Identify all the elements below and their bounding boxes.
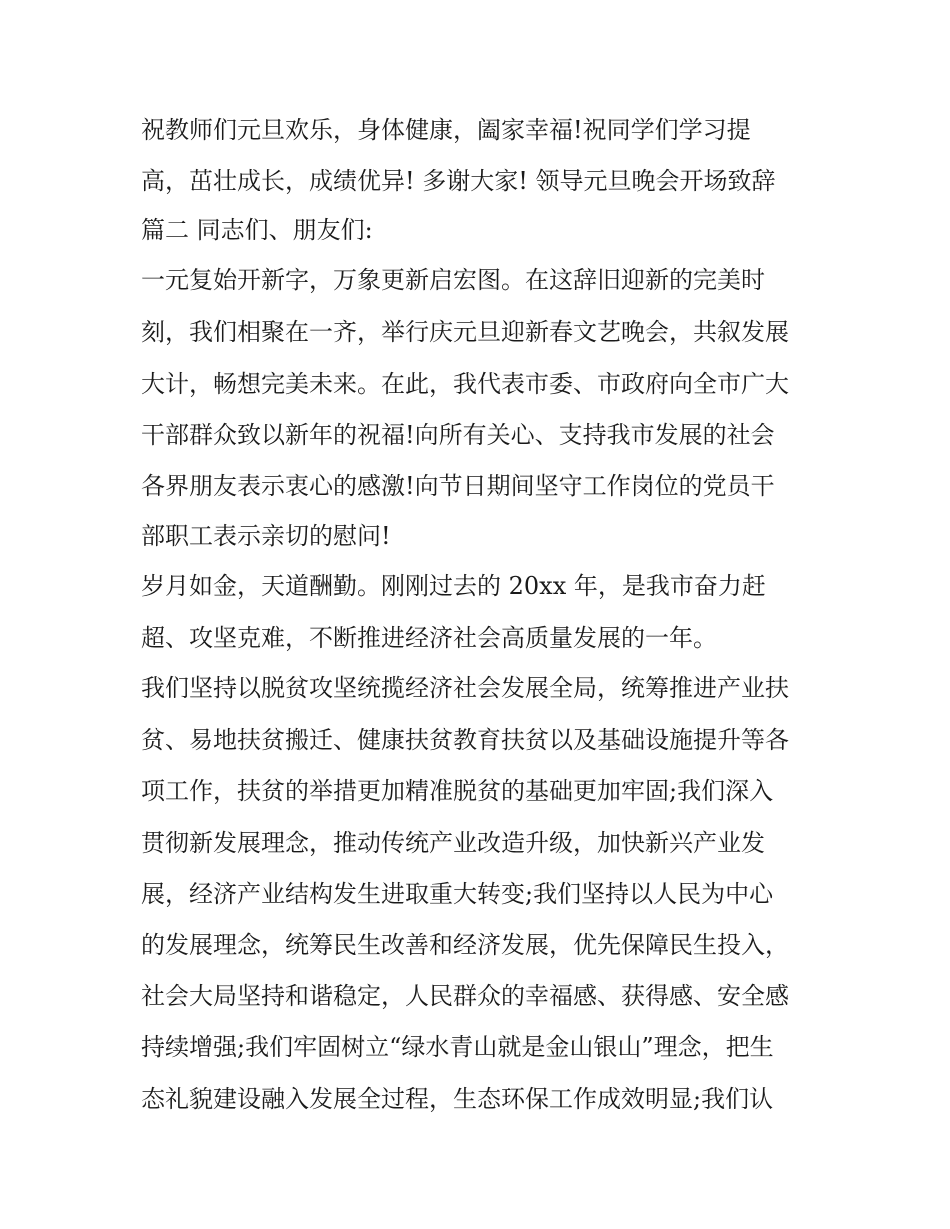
text-line: 贫、易地扶贫搬迁、健康扶贫教育扶贫以及基础设施提升等各 (141, 726, 789, 754)
text-line: 态礼貌建设融入发展全过程，生态环保工作成效明显;我们认 (141, 1085, 774, 1113)
text-line: 祝教师们元旦欢乐，身体健康，阖家幸福!祝同学们学习提 (141, 116, 751, 144)
text-line: 干部群众致以新年的祝福!向所有关心、支持我市发展的社会 (141, 421, 775, 449)
text-line: 超、攻坚克难，不断推进经济社会高质量发展的一年。 (141, 624, 717, 652)
text-line: 一元复始开新字，万象更新启宏图。在这辞旧迎新的完美时 (141, 266, 765, 294)
text-line: 我们坚持以脱贫攻坚统揽经济社会发展全局，统筹推进产业扶 (141, 674, 789, 702)
text-line: 各界朋友表示衷心的感激!向节日期间坚守工作岗位的党员干 (141, 472, 775, 500)
text-line: 高，茁壮成长，成绩优异! 多谢大家! 领导元旦晚会开场致辞 (141, 167, 776, 195)
text-line: 刻，我们相聚在一齐，举行庆元旦迎新春文艺晚会，共叙发展 (141, 318, 789, 346)
text-line: 大计，畅想完美未来。在此，我代表市委、市政府向全市广大 (141, 370, 789, 398)
text-line: 项工作，扶贫的举措更加精准脱贫的基础更加牢固;我们深入 (141, 777, 774, 805)
text-line: 贯彻新发展理念，推动传统产业改造升级，加快新兴产业发 (141, 829, 765, 857)
text-line: 持续增强;我们牢固树立“绿水青山就是金山银山”理念，把生 (141, 1033, 774, 1061)
text-line: 的发展理念，统筹民生改善和经济发展，优先保障民生投入， (141, 931, 789, 959)
text-line: 岁月如金，天道酬勤。刚刚过去的 20xx 年，是我市奋力赶 (141, 572, 766, 600)
text-line: 部职工表示亲切的慰问! (141, 522, 391, 550)
text-line: 篇二 同志们、朋友们: (141, 216, 373, 244)
text-line: 社会大局坚持和谐稳定，人民群众的幸福感、获得感、安全感 (141, 982, 789, 1010)
text-line: 展，经济产业结构发生进取重大转变;我们坚持以人民为中心 (141, 880, 774, 908)
